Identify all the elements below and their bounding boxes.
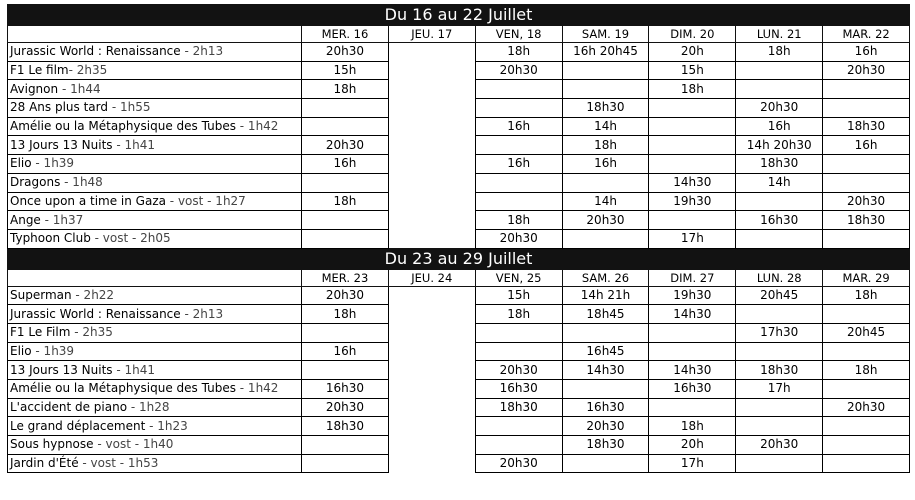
showtime-cell: 18h <box>475 305 562 324</box>
film-title: Jardin d'Été <box>10 456 79 471</box>
showtime-cell: 20h30 <box>736 99 823 118</box>
showtime-cell <box>736 417 823 436</box>
film-cell <box>8 342 302 361</box>
film-cell <box>8 43 302 62</box>
showtime-cell: 20h30 <box>475 454 562 473</box>
showtime-cell: 20h30 <box>302 398 389 417</box>
film-meta: - 1h39 <box>31 343 75 358</box>
showtime-cell <box>388 43 475 62</box>
showtime-cell: 17h <box>649 229 736 248</box>
showtime-cell: 18h30 <box>562 99 649 118</box>
showtime-cell: 17h30 <box>736 323 823 342</box>
week-header <box>8 5 910 26</box>
day-header: MAR. 29 <box>823 269 910 286</box>
showtime-cell <box>388 323 475 342</box>
film-title: 13 Jours 13 Nuits <box>10 362 113 377</box>
showtime-cell <box>302 117 389 136</box>
day-header: LUN. 21 <box>736 26 823 43</box>
film-cell <box>8 417 302 436</box>
film-cell <box>8 305 302 324</box>
film-title: 13 Jours 13 Nuits <box>10 137 113 152</box>
film-title: Elio <box>10 156 32 171</box>
day-header-blank <box>8 26 302 43</box>
showtime-cell: 16h30 <box>302 380 389 399</box>
showtime-cell <box>649 136 736 155</box>
showtime-cell <box>388 229 475 248</box>
film-cell <box>8 192 302 211</box>
showtime-cell <box>562 229 649 248</box>
film-row <box>8 342 910 361</box>
film-meta: - 1h48 <box>60 175 103 190</box>
film-row <box>8 192 910 211</box>
film-cell <box>8 323 302 342</box>
day-header: MER. 16 <box>302 26 389 43</box>
film-meta: - 1h37 <box>40 212 84 227</box>
showtime-cell <box>388 136 475 155</box>
showtime-cell: 14h30 <box>649 305 736 324</box>
day-header: SAM. 19 <box>562 26 649 43</box>
day-header: JEU. 24 <box>388 269 475 286</box>
film-cell <box>8 99 302 118</box>
showtime-cell: 14h <box>562 192 649 211</box>
showtime-cell <box>562 380 649 399</box>
film-row <box>8 43 910 62</box>
day-header: MER. 23 <box>302 269 389 286</box>
film-cell <box>8 117 302 136</box>
showtime-cell: 14h30 <box>562 361 649 380</box>
showtime-cell <box>823 342 910 361</box>
showtime-cell <box>475 417 562 436</box>
showtime-cell <box>302 454 389 473</box>
showtime-cell <box>823 173 910 192</box>
showtime-cell <box>736 229 823 248</box>
film-title: Elio <box>10 343 32 358</box>
showtime-cell: 19h30 <box>649 286 736 305</box>
showtime-cell <box>388 211 475 230</box>
film-row <box>8 136 910 155</box>
day-header-row <box>8 26 910 43</box>
showtime-cell: 16h30 <box>736 211 823 230</box>
showtime-cell: 20h30 <box>823 398 910 417</box>
film-cell <box>8 61 302 80</box>
film-title: Typhoon Club <box>10 231 91 246</box>
film-title: Dragons <box>10 175 61 190</box>
showtime-cell: 18h <box>302 192 389 211</box>
showtime-cell: 20h30 <box>562 417 649 436</box>
showtime-cell: 16h 20h45 <box>562 43 649 62</box>
showtime-cell: 15h <box>649 61 736 80</box>
showtime-cell <box>302 173 389 192</box>
showtime-cell <box>475 192 562 211</box>
showtime-cell: 20h30 <box>736 436 823 455</box>
film-meta: - 2h35 <box>70 325 113 340</box>
film-cell <box>8 398 302 417</box>
showtime-cell <box>562 80 649 99</box>
film-cell <box>8 211 302 230</box>
film-row <box>8 454 910 473</box>
showtime-cell <box>562 323 649 342</box>
day-header-blank <box>8 269 302 286</box>
film-title: Ange <box>10 212 41 227</box>
film-meta: - vost - 1h53 <box>78 456 159 471</box>
showtime-cell <box>475 99 562 118</box>
showtime-cell <box>302 361 389 380</box>
showtime-cell: 18h <box>649 80 736 99</box>
day-header: VEN, 18 <box>475 26 562 43</box>
film-row <box>8 398 910 417</box>
showtime-cell <box>475 323 562 342</box>
showtime-cell <box>823 454 910 473</box>
film-cell <box>8 454 302 473</box>
film-meta: - vost - 1h40 <box>93 437 174 452</box>
film-row <box>8 305 910 324</box>
film-title: F1 Le film <box>10 63 69 78</box>
showtime-cell <box>388 398 475 417</box>
showtime-cell: 18h45 <box>562 305 649 324</box>
showtime-cell: 20h30 <box>302 286 389 305</box>
film-title: L'accident de piano <box>10 400 128 415</box>
showtime-cell <box>736 342 823 361</box>
day-header: JEU. 17 <box>388 26 475 43</box>
showtime-cell: 18h30 <box>823 117 910 136</box>
showtime-cell <box>302 99 389 118</box>
showtime-cell <box>302 229 389 248</box>
showtime-cell: 20h45 <box>823 323 910 342</box>
showtime-cell <box>388 417 475 436</box>
showtime-cell: 16h45 <box>562 342 649 361</box>
showtime-cell <box>388 155 475 174</box>
showtime-cell <box>649 117 736 136</box>
film-row <box>8 155 910 174</box>
showtime-cell <box>562 173 649 192</box>
film-row <box>8 286 910 305</box>
film-meta: - 2h13 <box>180 306 224 321</box>
showtime-cell: 18h <box>823 361 910 380</box>
showtime-cell: 16h30 <box>649 380 736 399</box>
day-header: MAR. 22 <box>823 26 910 43</box>
film-meta: - 2h22 <box>71 287 115 302</box>
film-meta: - 2h35 <box>68 63 108 78</box>
showtime-cell <box>736 305 823 324</box>
film-meta: - 1h55 <box>108 100 151 115</box>
showtime-cell <box>475 342 562 361</box>
showtime-cell: 18h <box>475 211 562 230</box>
showtime-cell <box>388 361 475 380</box>
film-meta: - 1h23 <box>145 418 188 433</box>
showtime-cell: 20h30 <box>302 136 389 155</box>
showtime-cell: 18h30 <box>823 211 910 230</box>
film-title: 28 Ans plus tard <box>10 100 108 115</box>
film-title: Superman <box>10 287 72 302</box>
showtime-cell <box>823 436 910 455</box>
film-title: Avignon <box>10 81 59 96</box>
film-meta: - 1h28 <box>127 400 170 415</box>
showtime-cell <box>388 80 475 99</box>
film-cell <box>8 361 302 380</box>
showtime-cell <box>388 61 475 80</box>
showtime-cell <box>736 398 823 417</box>
showtime-cell: 16h <box>736 117 823 136</box>
showtime-cell: 16h <box>475 117 562 136</box>
film-title: Amélie ou la Métaphysique des Tubes <box>10 381 236 396</box>
showtime-cell: 20h45 <box>736 286 823 305</box>
showtime-cell: 18h30 <box>736 361 823 380</box>
film-cell <box>8 436 302 455</box>
showtime-cell <box>736 61 823 80</box>
showtime-cell <box>736 80 823 99</box>
showtime-cell <box>388 99 475 118</box>
showtime-cell <box>649 155 736 174</box>
showtime-cell: 16h <box>302 155 389 174</box>
film-meta: - 2h13 <box>180 44 224 59</box>
film-meta: - 1h42 <box>235 381 279 396</box>
showtime-cell <box>823 417 910 436</box>
showtime-cell: 18h30 <box>736 155 823 174</box>
film-cell <box>8 286 302 305</box>
showtime-cell: 16h <box>302 342 389 361</box>
film-title: Jurassic World : Renaissance <box>10 306 181 321</box>
film-row <box>8 380 910 399</box>
showtime-cell <box>736 192 823 211</box>
film-row <box>8 436 910 455</box>
showtime-cell <box>823 80 910 99</box>
showtime-cell: 16h30 <box>562 398 649 417</box>
film-cell <box>8 229 302 248</box>
showtime-cell: 20h <box>649 436 736 455</box>
showtime-cell: 14h30 <box>649 173 736 192</box>
showtime-cell <box>302 323 389 342</box>
day-header: LUN. 28 <box>736 269 823 286</box>
film-meta: - 1h42 <box>235 119 279 134</box>
showtime-cell <box>302 436 389 455</box>
film-cell <box>8 155 302 174</box>
showtime-cell: 18h <box>649 417 736 436</box>
showtime-cell: 16h30 <box>475 380 562 399</box>
showtime-cell <box>388 192 475 211</box>
showtime-cell: 18h30 <box>302 417 389 436</box>
film-meta: - 1h39 <box>31 156 75 171</box>
film-title: Jurassic World : Renaissance <box>10 44 181 59</box>
showtime-cell <box>475 173 562 192</box>
showtime-cell: 20h <box>649 43 736 62</box>
showtime-cell: 16h <box>475 155 562 174</box>
film-row <box>8 211 910 230</box>
day-header: DIM. 20 <box>649 26 736 43</box>
showtime-cell: 18h <box>736 43 823 62</box>
film-cell <box>8 173 302 192</box>
showtime-cell: 17h <box>736 380 823 399</box>
showtime-cell <box>388 454 475 473</box>
showtime-cell <box>388 380 475 399</box>
showtime-cell: 20h30 <box>475 361 562 380</box>
showtime-cell <box>562 454 649 473</box>
showtime-cell: 20h30 <box>562 211 649 230</box>
showtime-cell <box>823 380 910 399</box>
film-row <box>8 417 910 436</box>
film-cell <box>8 136 302 155</box>
week-title: Du 23 au 29 Juillet <box>8 248 910 269</box>
showtime-cell <box>475 136 562 155</box>
schedule <box>7 4 909 473</box>
film-meta: - 1h44 <box>58 81 101 96</box>
showtime-cell: 18h <box>562 136 649 155</box>
film-meta: - 1h41 <box>112 362 155 377</box>
film-row <box>8 117 910 136</box>
showtime-cell: 20h30 <box>823 192 910 211</box>
showtime-cell <box>649 398 736 417</box>
showtime-cell: 20h30 <box>823 61 910 80</box>
showtime-cell: 18h30 <box>562 436 649 455</box>
film-cell <box>8 80 302 99</box>
showtime-cell: 18h <box>823 286 910 305</box>
showtime-cell: 16h <box>823 136 910 155</box>
film-title: Once upon a time in Gaza <box>10 193 166 208</box>
showtime-cell: 18h <box>302 305 389 324</box>
showtime-cell <box>475 436 562 455</box>
day-header: DIM. 27 <box>649 269 736 286</box>
showtime-cell <box>388 436 475 455</box>
showtime-cell <box>823 99 910 118</box>
film-title: Le grand déplacement <box>10 418 146 433</box>
film-meta: - vost - 1h27 <box>165 193 246 208</box>
showtime-cell <box>388 342 475 361</box>
film-row <box>8 229 910 248</box>
film-row <box>8 361 910 380</box>
showtime-cell: 14h30 <box>649 361 736 380</box>
film-row <box>8 323 910 342</box>
showtime-cell <box>388 286 475 305</box>
showtime-cell <box>649 323 736 342</box>
showtime-cell <box>475 80 562 99</box>
day-header: VEN, 25 <box>475 269 562 286</box>
film-row <box>8 173 910 192</box>
film-row <box>8 61 910 80</box>
showtime-cell: 14h <box>562 117 649 136</box>
showtime-cell: 16h <box>562 155 649 174</box>
showtime-cell: 20h30 <box>302 43 389 62</box>
day-header: SAM. 26 <box>562 269 649 286</box>
showtime-cell: 18h <box>475 43 562 62</box>
showtime-cell: 16h <box>823 43 910 62</box>
film-meta: - 1h41 <box>112 137 155 152</box>
showtime-cell: 18h30 <box>475 398 562 417</box>
film-row <box>8 99 910 118</box>
showtime-cell <box>302 211 389 230</box>
film-cell <box>8 380 302 399</box>
showtime-cell <box>823 229 910 248</box>
showtime-cell: 20h30 <box>475 61 562 80</box>
showtime-cell <box>649 342 736 361</box>
film-title: F1 Le Film <box>10 325 71 340</box>
showtime-cell <box>649 99 736 118</box>
showtime-cell <box>562 61 649 80</box>
showtime-cell: 15h <box>475 286 562 305</box>
showtime-cell <box>823 155 910 174</box>
week-header <box>8 248 910 269</box>
showtime-cell: 15h <box>302 61 389 80</box>
showtime-cell: 19h30 <box>649 192 736 211</box>
showtime-cell <box>388 117 475 136</box>
showtime-cell <box>823 305 910 324</box>
showtime-cell <box>736 454 823 473</box>
day-header-row <box>8 269 910 286</box>
showtime-cell <box>649 211 736 230</box>
showtime-cell <box>388 173 475 192</box>
showtime-cell <box>388 305 475 324</box>
showtime-cell: 14h 21h <box>562 286 649 305</box>
showtime-cell: 17h <box>649 454 736 473</box>
showtime-cell: 14h 20h30 <box>736 136 823 155</box>
film-row <box>8 80 910 99</box>
film-meta: - vost - 2h05 <box>90 231 171 246</box>
showtime-cell: 14h <box>736 173 823 192</box>
showtime-cell: 18h <box>302 80 389 99</box>
showtime-cell: 20h30 <box>475 229 562 248</box>
schedule-table <box>7 4 910 473</box>
week-title: Du 16 au 22 Juillet <box>8 5 910 26</box>
film-title: Sous hypnose <box>10 437 94 452</box>
film-title: Amélie ou la Métaphysique des Tubes <box>10 119 236 134</box>
